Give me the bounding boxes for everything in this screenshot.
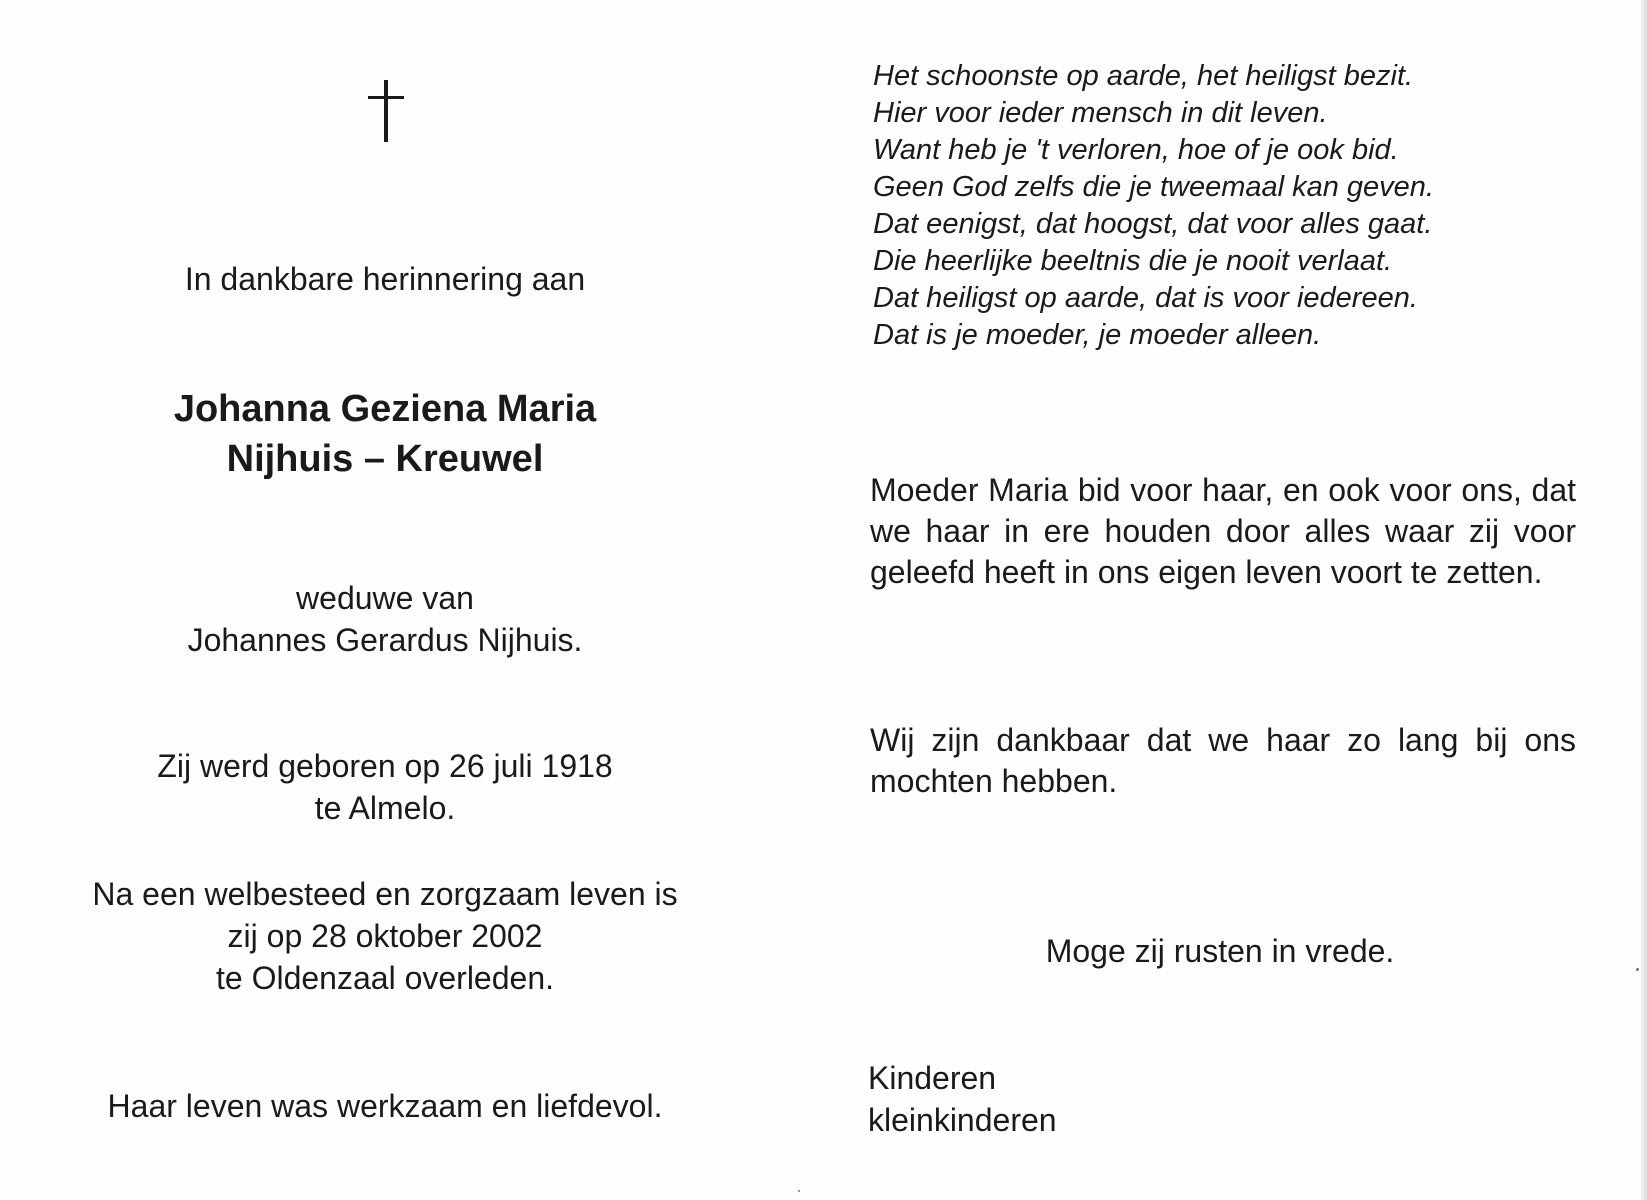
death-line: te Oldenzaal overleden. [216,960,554,996]
poem-line: Die heerlijke beeltnis die je nooit verlaat. [873,245,1393,277]
widow-of [0,577,770,661]
poem-line: Het schoonste op aarde, het heiligst bezit. [873,60,1414,92]
death-info [0,873,770,999]
scan-speck [1636,968,1639,971]
left-panel [0,0,770,1200]
name-line: Nijhuis – Kreuwel [226,438,544,480]
poem-line: Dat eenigst, dat hoogst, dat voor alles gaat. [873,208,1433,240]
death-line: Na een welbesteed en zorgzaam leven is [92,876,678,912]
poem-line: Geen God zelfs die je tweemaal kan geven. [873,171,1434,203]
rest-in-peace: Moge zij rusten in vrede. [1045,933,1395,969]
birth-line: te Almelo. [314,790,456,826]
birth-info [0,745,770,829]
widow-line: weduwe van [296,580,474,616]
poem-line: Dat heiligst op aarde, dat is voor iedereen. [873,282,1418,314]
widow-line: Johannes Gerardus Nijhuis. [187,622,583,658]
signature-line: kleinkinderen [868,1102,1057,1138]
poem-line: Dat is je moeder, je moeder alleen. [873,319,1322,351]
intro-text: In dankbare herinnering aan [184,261,586,297]
deceased-name [0,384,770,484]
scan-edge [1641,0,1647,1200]
death-line: zij op 28 oktober 2002 [227,918,543,954]
gratitude-paragraph: Wij zijn dankbaar dat we haar zo lang bij ons mochten hebben. [870,722,1576,799]
prayer-paragraph: Moeder Maria bid voor haar, en ook voor ons, dat we haar in ere houden door alles waar zij voor geleefd heeft in ons eigen leven voort te zetten. [870,472,1576,590]
birth-line: Zij werd geboren op 26 juli 1918 [157,748,613,784]
name-line: Johanna Geziena Maria [173,388,597,430]
poem-line: Hier voor ieder mensch in dit leven. [873,97,1328,129]
right-panel [860,0,1580,1200]
poem [873,58,1434,354]
scan-speck [798,1190,800,1192]
signature [868,1057,1057,1141]
cross-icon [368,80,404,142]
signature-line: Kinderen [868,1060,997,1096]
poem-line: Want heb je 't verloren, hoe of je ook bid. [873,134,1399,166]
closing-line: Haar leven was werkzaam en liefdevol. [107,1088,663,1124]
